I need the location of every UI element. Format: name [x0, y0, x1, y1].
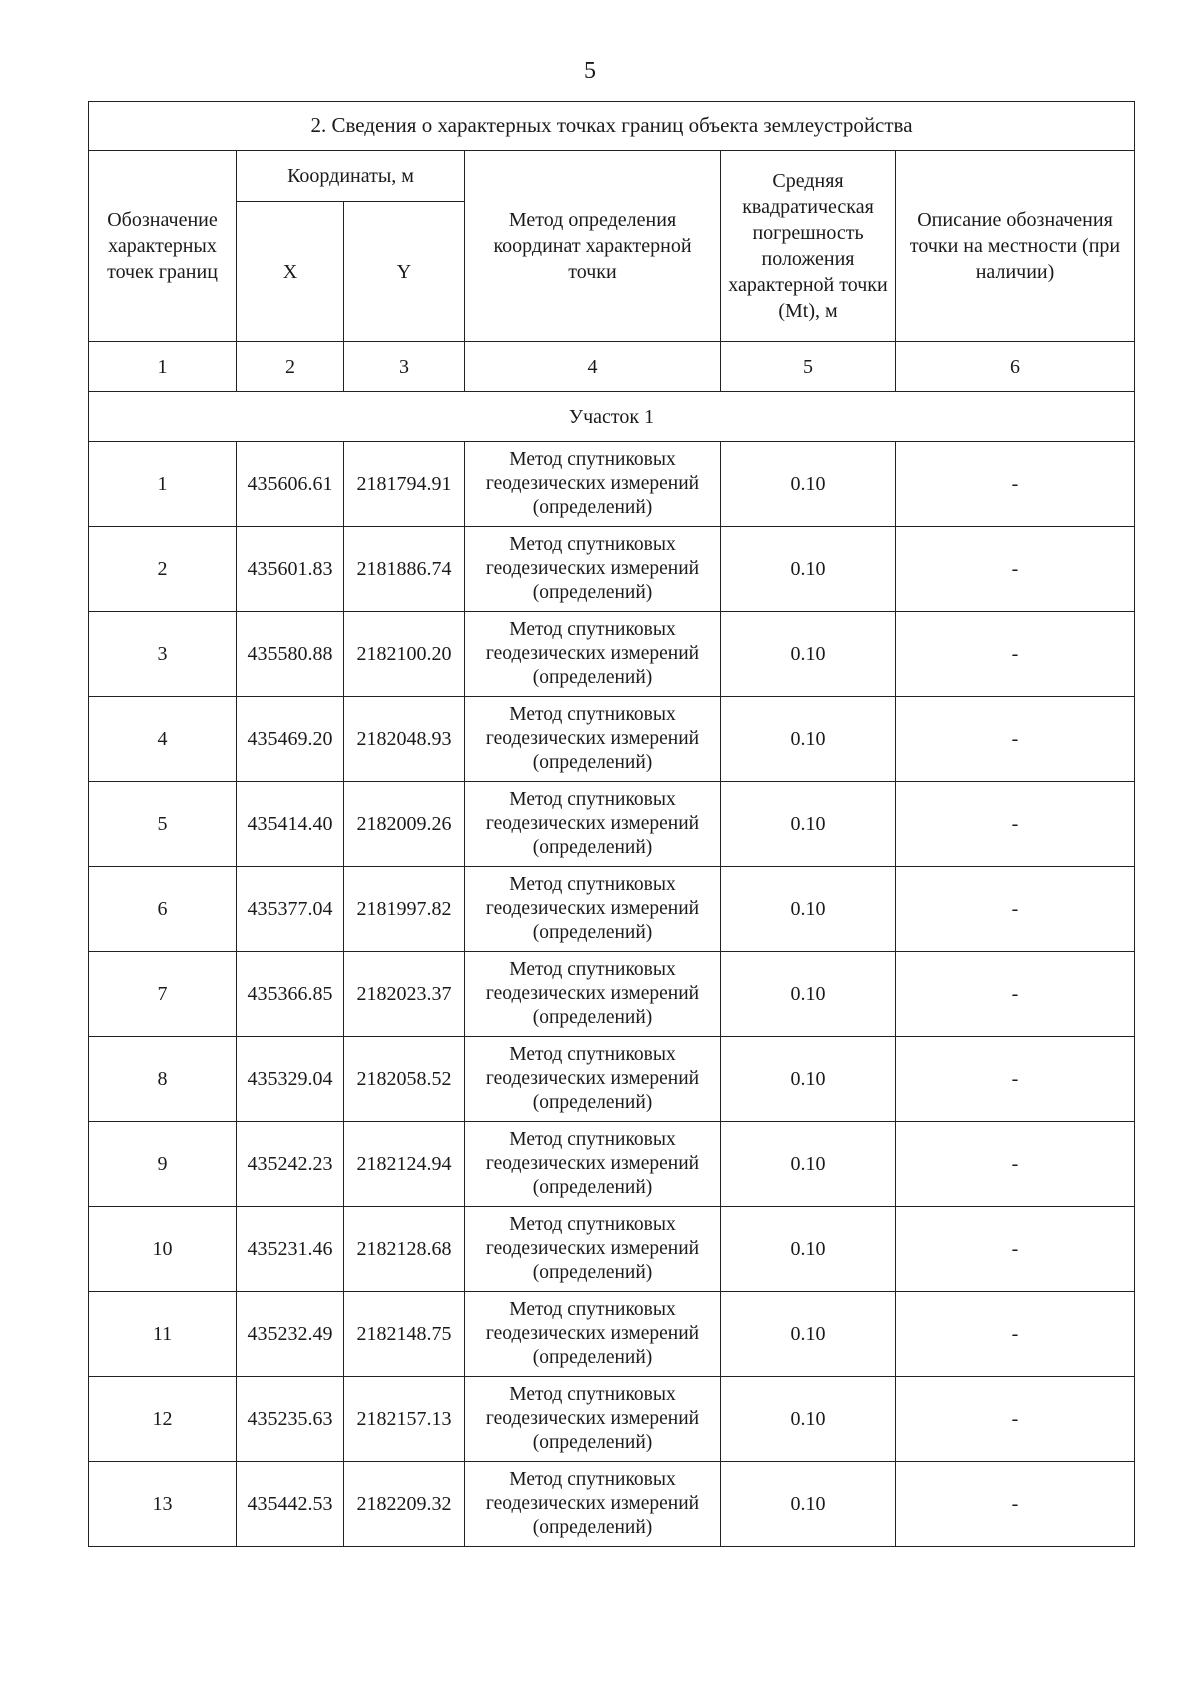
- method-cell: Метод спутниковых геодезических измерений (определений): [465, 697, 721, 782]
- y-coordinate-cell: 2182124.94: [344, 1122, 465, 1207]
- error-cell: 0.10: [721, 1292, 896, 1377]
- error-cell: 0.10: [721, 1122, 896, 1207]
- table-row: [89, 1462, 1135, 1547]
- x-coordinate-cell: 435232.49: [237, 1292, 344, 1377]
- column-number: 2: [237, 342, 344, 392]
- y-coordinate-cell: 2182048.93: [344, 697, 465, 782]
- method-cell: Метод спутниковых геодезических измерений (определений): [465, 442, 721, 527]
- x-coordinate-cell: 435606.61: [237, 442, 344, 527]
- table-row: [89, 867, 1135, 952]
- method-cell: Метод спутниковых геодезических измерений (определений): [465, 952, 721, 1037]
- page-number: 5: [584, 58, 596, 84]
- x-coordinate-cell: 435235.63: [237, 1377, 344, 1462]
- y-coordinate-cell: 2182009.26: [344, 782, 465, 867]
- x-coordinate-cell: 435442.53: [237, 1462, 344, 1547]
- section-title-row: [89, 102, 1135, 151]
- description-cell: -: [896, 442, 1135, 527]
- description-cell: -: [896, 1462, 1135, 1547]
- description-cell: -: [896, 1292, 1135, 1377]
- method-cell: Метод спутниковых геодезических измерений (определений): [465, 1207, 721, 1292]
- description-cell: -: [896, 867, 1135, 952]
- method-cell: Метод спутниковых геодезических измерений (определений): [465, 1037, 721, 1122]
- y-coordinate-cell: 2182148.75: [344, 1292, 465, 1377]
- x-coordinate-cell: 435231.46: [237, 1207, 344, 1292]
- point-number-cell: 11: [89, 1292, 237, 1377]
- x-coordinate-cell: 435329.04: [237, 1037, 344, 1122]
- x-coordinate-cell: 435366.85: [237, 952, 344, 1037]
- point-number-cell: 3: [89, 612, 237, 697]
- y-coordinate-cell: 2182058.52: [344, 1037, 465, 1122]
- header-point: Обозначение характерных точек границ: [89, 151, 237, 342]
- description-cell: -: [896, 782, 1135, 867]
- description-cell: -: [896, 697, 1135, 782]
- column-number: 5: [721, 342, 896, 392]
- point-number-cell: 8: [89, 1037, 237, 1122]
- table-row: [89, 527, 1135, 612]
- y-coordinate-cell: 2182023.37: [344, 952, 465, 1037]
- point-number-cell: 9: [89, 1122, 237, 1207]
- method-cell: Метод спутниковых геодезических измерений (определений): [465, 782, 721, 867]
- error-cell: 0.10: [721, 952, 896, 1037]
- error-cell: 0.10: [721, 442, 896, 527]
- error-cell: 0.10: [721, 782, 896, 867]
- table-row: [89, 612, 1135, 697]
- y-coordinate-cell: 2182100.20: [344, 612, 465, 697]
- header-x: X: [237, 202, 344, 342]
- error-cell: 0.10: [721, 867, 896, 952]
- table-row: [89, 952, 1135, 1037]
- point-number-cell: 7: [89, 952, 237, 1037]
- table-row: [89, 1037, 1135, 1122]
- x-coordinate-cell: 435242.23: [237, 1122, 344, 1207]
- x-coordinate-cell: 435580.88: [237, 612, 344, 697]
- description-cell: -: [896, 1037, 1135, 1122]
- error-cell: 0.10: [721, 1037, 896, 1122]
- column-number: 3: [344, 342, 465, 392]
- point-number-cell: 12: [89, 1377, 237, 1462]
- method-cell: Метод спутниковых геодезических измерений (определений): [465, 1292, 721, 1377]
- column-number: 4: [465, 342, 721, 392]
- y-coordinate-cell: 2181997.82: [344, 867, 465, 952]
- header-description: Описание обозначения точки на местности (при наличии): [896, 151, 1135, 342]
- x-coordinate-cell: 435469.20: [237, 697, 344, 782]
- section-title: 2. Сведения о характерных точках границ объекта землеустройства: [89, 102, 1135, 151]
- y-coordinate-cell: 2181886.74: [344, 527, 465, 612]
- error-cell: 0.10: [721, 1377, 896, 1462]
- description-cell: -: [896, 1207, 1135, 1292]
- x-coordinate-cell: 435377.04: [237, 867, 344, 952]
- column-number: 6: [896, 342, 1135, 392]
- method-cell: Метод спутниковых геодезических измерений (определений): [465, 867, 721, 952]
- column-number-row: [89, 342, 1135, 392]
- table-row: [89, 697, 1135, 782]
- point-number-cell: 4: [89, 697, 237, 782]
- x-coordinate-cell: 435601.83: [237, 527, 344, 612]
- point-number-cell: 6: [89, 867, 237, 952]
- column-number: 1: [89, 342, 237, 392]
- error-cell: 0.10: [721, 697, 896, 782]
- point-number-cell: 10: [89, 1207, 237, 1292]
- point-number-cell: 13: [89, 1462, 237, 1547]
- method-cell: Метод спутниковых геодезических измерений (определений): [465, 527, 721, 612]
- table-row: [89, 782, 1135, 867]
- error-cell: 0.10: [721, 1462, 896, 1547]
- method-cell: Метод спутниковых геодезических измерений (определений): [465, 1462, 721, 1547]
- description-cell: -: [896, 1377, 1135, 1462]
- header-y: Y: [344, 202, 465, 342]
- method-cell: Метод спутниковых геодезических измерений (определений): [465, 612, 721, 697]
- point-number-cell: 2: [89, 527, 237, 612]
- y-coordinate-cell: 2182157.13: [344, 1377, 465, 1462]
- area-label: Участок 1: [89, 392, 1135, 442]
- y-coordinate-cell: 2181794.91: [344, 442, 465, 527]
- boundary-points-table: [88, 101, 1135, 1547]
- description-cell: -: [896, 612, 1135, 697]
- description-cell: -: [896, 952, 1135, 1037]
- x-coordinate-cell: 435414.40: [237, 782, 344, 867]
- table-row: [89, 1122, 1135, 1207]
- y-coordinate-cell: 2182128.68: [344, 1207, 465, 1292]
- table-row: [89, 442, 1135, 527]
- table-row: [89, 1377, 1135, 1462]
- point-number-cell: 1: [89, 442, 237, 527]
- method-cell: Метод спутниковых геодезических измерений (определений): [465, 1377, 721, 1462]
- method-cell: Метод спутниковых геодезических измерений (определений): [465, 1122, 721, 1207]
- header-method: Метод определения координат характерной точки: [465, 151, 721, 342]
- header-coords: Координаты, м: [237, 151, 465, 202]
- y-coordinate-cell: 2182209.32: [344, 1462, 465, 1547]
- error-cell: 0.10: [721, 1207, 896, 1292]
- table-row: [89, 1207, 1135, 1292]
- description-cell: -: [896, 527, 1135, 612]
- point-number-cell: 5: [89, 782, 237, 867]
- header-error: Средняя квадратическая погрешность положения характерной точки (Mt), м: [721, 151, 896, 342]
- header-row: [89, 151, 1135, 202]
- table-row: [89, 1292, 1135, 1377]
- description-cell: -: [896, 1122, 1135, 1207]
- error-cell: 0.10: [721, 527, 896, 612]
- area-row: [89, 392, 1135, 442]
- error-cell: 0.10: [721, 612, 896, 697]
